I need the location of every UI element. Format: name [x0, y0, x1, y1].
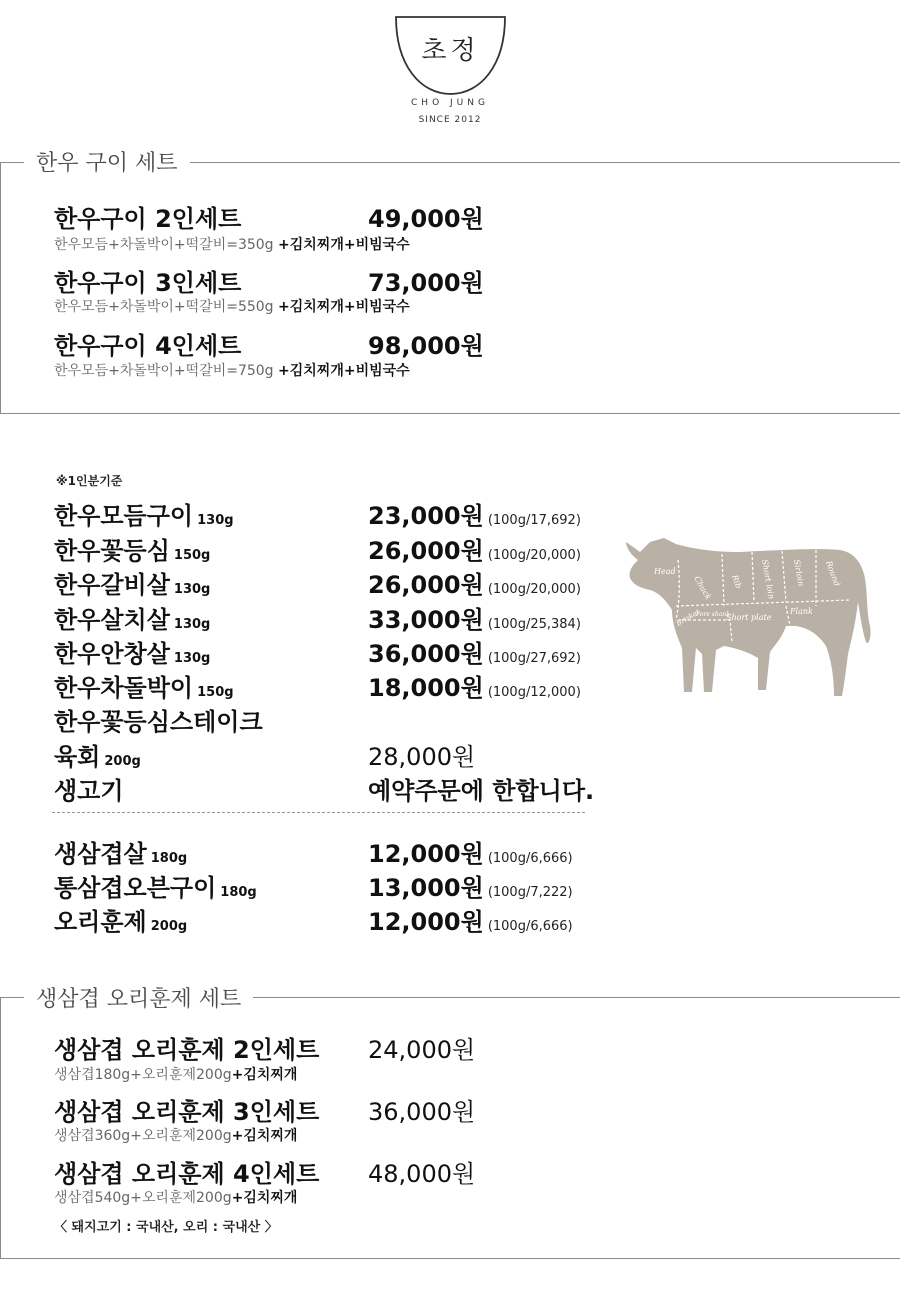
cow-label-sirloin: Sirloin [792, 558, 806, 587]
serving-note: ※1인분기준 [56, 474, 123, 488]
menu-item-name: 한우갈비살 130g [54, 571, 211, 599]
cow-label-short-plate: Short plate [726, 613, 772, 622]
cow-label-fore-shank: Fore shank [696, 611, 730, 618]
pork-set-name: 생삼겹 오리훈제 2인세트 [54, 1036, 320, 1064]
menu-item-name: 생고기 [54, 777, 124, 805]
menu-item-name: 오리훈제 200g [54, 908, 188, 936]
pork-set-price: 48,000원 [368, 1160, 476, 1188]
pork-set-title: 생삼겹 오리훈제 세트 [24, 982, 253, 1013]
logo-english: CHO JUNG [411, 98, 489, 108]
menu-item-name: 한우꽃등심스테이크 [54, 708, 263, 736]
pork-set-name: 생삼겹 오리훈제 3인세트 [54, 1098, 320, 1126]
menu-item-name: 한우살치살 130g [54, 606, 211, 634]
menu-item-price: 26,000원 (100g/20,000) [368, 537, 581, 565]
beef-cuts-diagram [620, 530, 880, 705]
hanwoo-set-name: 한우구이 3인세트 [54, 269, 242, 297]
menu-item-name: 한우꽃등심 150g [54, 537, 211, 565]
pork-set-desc: 생삼겹180g+오리훈제200g+김치찌개 [54, 1067, 298, 1083]
cow-label-short-loin: Short loin [760, 558, 776, 600]
hanwoo-set-desc: 한우모듬+차돌박이+떡갈비=350g +김치찌개+비빔국수 [54, 237, 410, 253]
hanwoo-set-price: 49,000원 [368, 205, 484, 233]
menu-item-name: 한우차돌박이 150g [54, 674, 234, 702]
reservation-note: 예약주문에 한합니다. [368, 777, 595, 805]
hanwoo-set-name: 한우구이 4인세트 [54, 332, 242, 360]
logo-korean: 초정 [421, 36, 480, 66]
menu-item-price: 36,000원 (100g/27,692) [368, 640, 581, 668]
hanwoo-set-price: 73,000원 [368, 269, 484, 297]
cow-label-head: Head [654, 567, 676, 576]
cow-label-brisket: Brisket [675, 608, 702, 628]
menu-item-name: 한우모듬구이 130g [54, 502, 234, 530]
cow-label-chuck: Chuck [692, 574, 713, 602]
menu-item-name: 생삼겹살 180g [54, 840, 188, 868]
menu-item-name: 통삼겹오븐구이 180g [54, 874, 257, 902]
pork-set-desc: 생삼겹360g+오리훈제200g+김치찌개 [54, 1128, 298, 1144]
menu-item-price: 26,000원 (100g/20,000) [368, 571, 581, 599]
pork-set-price: 24,000원 [368, 1036, 476, 1064]
hanwoo-set-price: 98,000원 [368, 332, 484, 360]
menu-item-price: 33,000원 (100g/25,384) [368, 606, 581, 634]
menu-item-price: 23,000원 (100g/17,692) [368, 502, 581, 530]
hanwoo-set-desc: 한우모듬+차돌박이+떡갈비=750g +김치찌개+비빔국수 [54, 363, 410, 379]
logo-since: SINCE 2012 [418, 115, 482, 125]
menu-item-name: 육회 200g [54, 743, 141, 771]
menu-item-price: 13,000원 (100g/7,222) [368, 874, 573, 902]
menu-item-price: 12,000원 (100g/6,666) [368, 840, 573, 868]
menu-item-price: 18,000원 (100g/12,000) [368, 674, 581, 702]
origin-note: 〈 돼지고기 : 국내산, 오리 : 국내산 〉 [54, 1220, 278, 1235]
hanwoo-set-title: 한우 구이 세트 [24, 146, 190, 177]
cow-label-rib: Rib [730, 573, 744, 590]
menu-item-name: 한우안창살 130g [54, 640, 211, 668]
hanwoo-set-desc: 한우모듬+차돌박이+떡갈비=550g +김치찌개+비빔국수 [54, 299, 410, 315]
pork-set-price: 36,000원 [368, 1098, 476, 1126]
pork-set-desc: 생삼겹540g+오리훈제200g+김치찌개 [54, 1190, 298, 1206]
cow-label-round: Round [824, 559, 842, 588]
pork-set-name: 생삼겹 오리훈제 4인세트 [54, 1160, 320, 1188]
hanwoo-set-name: 한우구이 2인세트 [54, 205, 242, 233]
cow-label-flank: Flank [790, 607, 813, 616]
menu-item-price: 12,000원 (100g/6,666) [368, 908, 573, 936]
divider [52, 812, 585, 813]
menu-item-price: 28,000원 [368, 743, 476, 771]
